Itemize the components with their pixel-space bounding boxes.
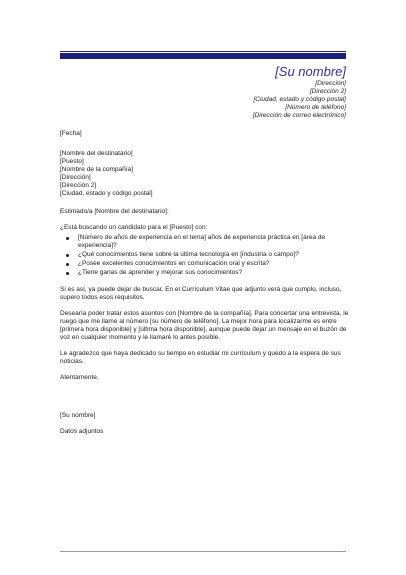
sender-block	[253, 64, 346, 120]
sender-email[interactable]: [Dirección de correo electrónico]	[252, 112, 346, 119]
date-field[interactable]: [Fecha]	[60, 130, 82, 137]
recipient-address-2[interactable]: [Dirección 2]	[60, 182, 97, 189]
recipient-company[interactable]: [Nombre de la compañía]	[60, 166, 133, 173]
qualification-list	[60, 234, 350, 277]
intro-question[interactable]: ¿Está buscando un candidato para el [Puesto] con:	[60, 224, 208, 231]
recipient-name[interactable]: [Nombre del destinatario]	[60, 150, 133, 157]
sender-name[interactable]: [Su nombre]	[275, 64, 346, 79]
signature-name[interactable]: [Su nombre]	[60, 412, 96, 419]
sender-city-state-zip[interactable]: [Ciudad, estado y código postal]	[253, 96, 346, 103]
paragraph-2[interactable]: Desearía poder tratar estos asuntos con [Nombre de la compañía]. Para concertar una entrevista, le ruego que me llame al número [su número de teléfono]. La mejor hora para localizarme es entre [primera hora disponible] y [última hora disponible], aunque puede dejar un mensaje en el buzón de voz en cualquier momento y le llamaré lo antes posible.	[60, 310, 349, 341]
letter-body	[60, 130, 350, 436]
paragraph-3[interactable]: Le agradezco que haya dedicado su tiempo en estudiar mi currículum y quedo a la espera de sus noticias.	[60, 350, 341, 365]
recipient-address[interactable]: [Dirección]	[60, 174, 91, 181]
sender-address-2[interactable]: [Dirección 2]	[309, 88, 346, 95]
list-item[interactable]: ¿Tiene ganas de aprender y mejorar sus conocimientos?	[78, 269, 350, 277]
header-rule-thick	[60, 53, 346, 59]
closing[interactable]: Atentamente,	[60, 374, 99, 381]
enclosure-note[interactable]: Datos adjuntos	[60, 428, 104, 435]
sender-address[interactable]: [Dirección]	[315, 80, 346, 87]
recipient-block	[60, 150, 350, 198]
paragraph-1[interactable]: Si es así, ya puede dejar de buscar. En el Currículum Vitae que adjunto verá que cumplo, incluso, supero todos esos requisitos.	[60, 286, 342, 301]
header-rule-thin	[60, 51, 346, 52]
list-item[interactable]: [Número de años de experiencia en el tema] años de experiencia práctica en [área de experiencia]?	[78, 234, 350, 250]
list-item[interactable]: ¿Posee excelentes conocimientos en comunicación oral y escrita?	[78, 260, 350, 268]
sender-phone[interactable]: [Número de teléfono]	[285, 104, 346, 111]
recipient-city-state-zip[interactable]: [Ciudad, estado y código postal]	[60, 190, 153, 197]
footer-rule	[60, 551, 346, 552]
salutation[interactable]: Estimado/a [Nombre del destinatario]:	[60, 208, 169, 215]
list-item[interactable]: ¿Qué conocimientos tiene sobre la última tecnología en [industria o campo]?	[78, 251, 350, 259]
recipient-title[interactable]: [Puesto]	[60, 158, 84, 165]
